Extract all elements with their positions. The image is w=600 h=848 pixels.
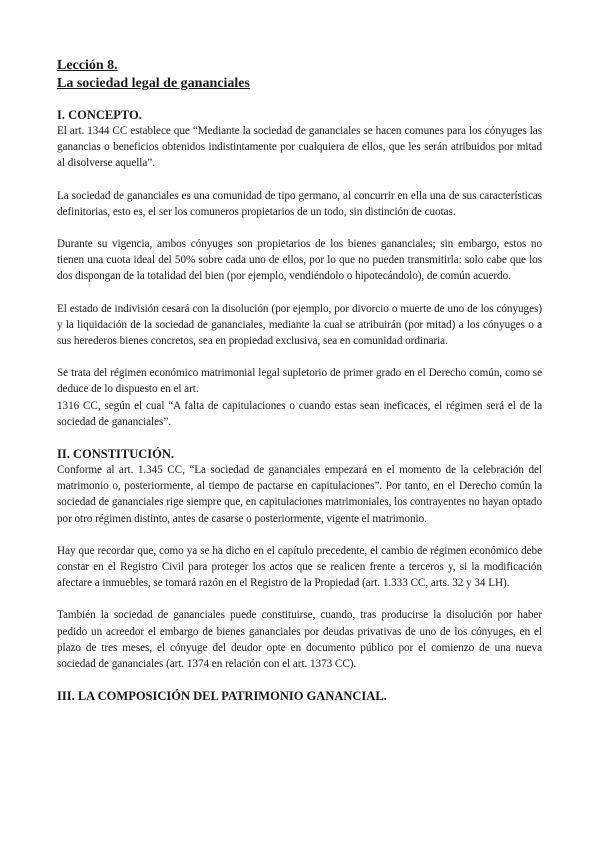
paragraph: Conforme al art. 1.345 CC, “La sociedad de gananciales empezará en el momento de la celebración del matrimonio o, posteriormente, al tiempo de pactarse en capitulaciones”. Por tanto, en el Derecho común la sociedad de gananciales rige siempre que, en capitulaciones matrimoniales, los contrayentes no hayan optado por otro régimen distinto, antes de casarse o posteriormente, vigente el matrimonio. — [57, 464, 542, 525]
paragraph: Hay que recordar que, como ya se ha dicho en el capítulo precedente, el cambio de régimen económico debe constar en el Registro Civil para proteger los actos que se realicen frente a terceros y, si la modificación afectare a inmuebles, se tomará razón en el Registro de la Propiedad (art. 1.333 CC, arts. 32 y 34 LH). — [57, 544, 542, 590]
paragraph: 1316 CC, según el cual “A falta de capitulaciones o cuando estas sean ineficaces, el régimen será el de la sociedad de gananciales”. — [57, 399, 542, 428]
paragraph: Se trata del régimen económico matrimonial legal supletorio de primer grado en el Derecho común, como se deduce de lo dispuesto en el art. — [57, 367, 542, 396]
paragraph: También la sociedad de gananciales puede constituirse, cuando, tras producirse la disolución por haber pedido un acreedor el embargo de bienes gananciales por deudas privativas de uno de los cónyuges, en el plazo de tres meses, el cónyuge del deudor opte en documento público por el comienzo de una nueva sociedad de gananciales (art. 1374 en relación con el art. 1373 CC). — [57, 609, 542, 671]
section-heading-constitucion: II. CONSTITUCIÓN. — [57, 447, 175, 462]
paragraph: Durante su vigencia, ambos cónyuges son propietarios de los bienes gananciales; sin embargo, estos no tienen una cuota ideal del 50% sobre cada uno de ellos, por lo que no pueden transmitirla: solo cabe que los dos dispongan de la totalidad del bien (por ejemplo, vendiéndolo o hipotecándolo), de común acuerdo. — [57, 238, 542, 283]
section-heading-composicion: III. LA COMPOSICIÓN DEL PATRIMONIO GANANCIAL. — [57, 689, 387, 704]
paragraph: La sociedad de gananciales es una comunidad de tipo germano, al concurrir en ella una de sus características definitorias, esto es, el ser los comuneros propietarios de un todo, sin distinción de cuotas. — [57, 189, 542, 218]
paragraph: El art. 1344 CC establece que “Mediante la sociedad de gananciales se hacen comunes para los cónyuges las ganancias o beneficios obtenidos indistintamente por cualquiera de ellos, que les serán atribuidos por mitad al disolverse aquella”. — [57, 125, 542, 170]
lesson-number: Lección 8. — [57, 58, 118, 73]
section-heading-concepto: I. CONCEPTO. — [57, 108, 142, 122]
document-content — [57, 57, 542, 704]
lesson-title: La sociedad legal de gananciales — [57, 76, 250, 91]
paragraph: El estado de indivisión cesará con la disolución (por ejemplo, por divorcio o muerte de uno de los cónyuges) y la liquidación de la sociedad de gananciales, mediante la cual se atribuirán (por mitad) a los cónyuges o a sus herederos bienes concretos, sea en propiedad exclusiva, sea en comunidad ordinaria. — [57, 302, 542, 348]
